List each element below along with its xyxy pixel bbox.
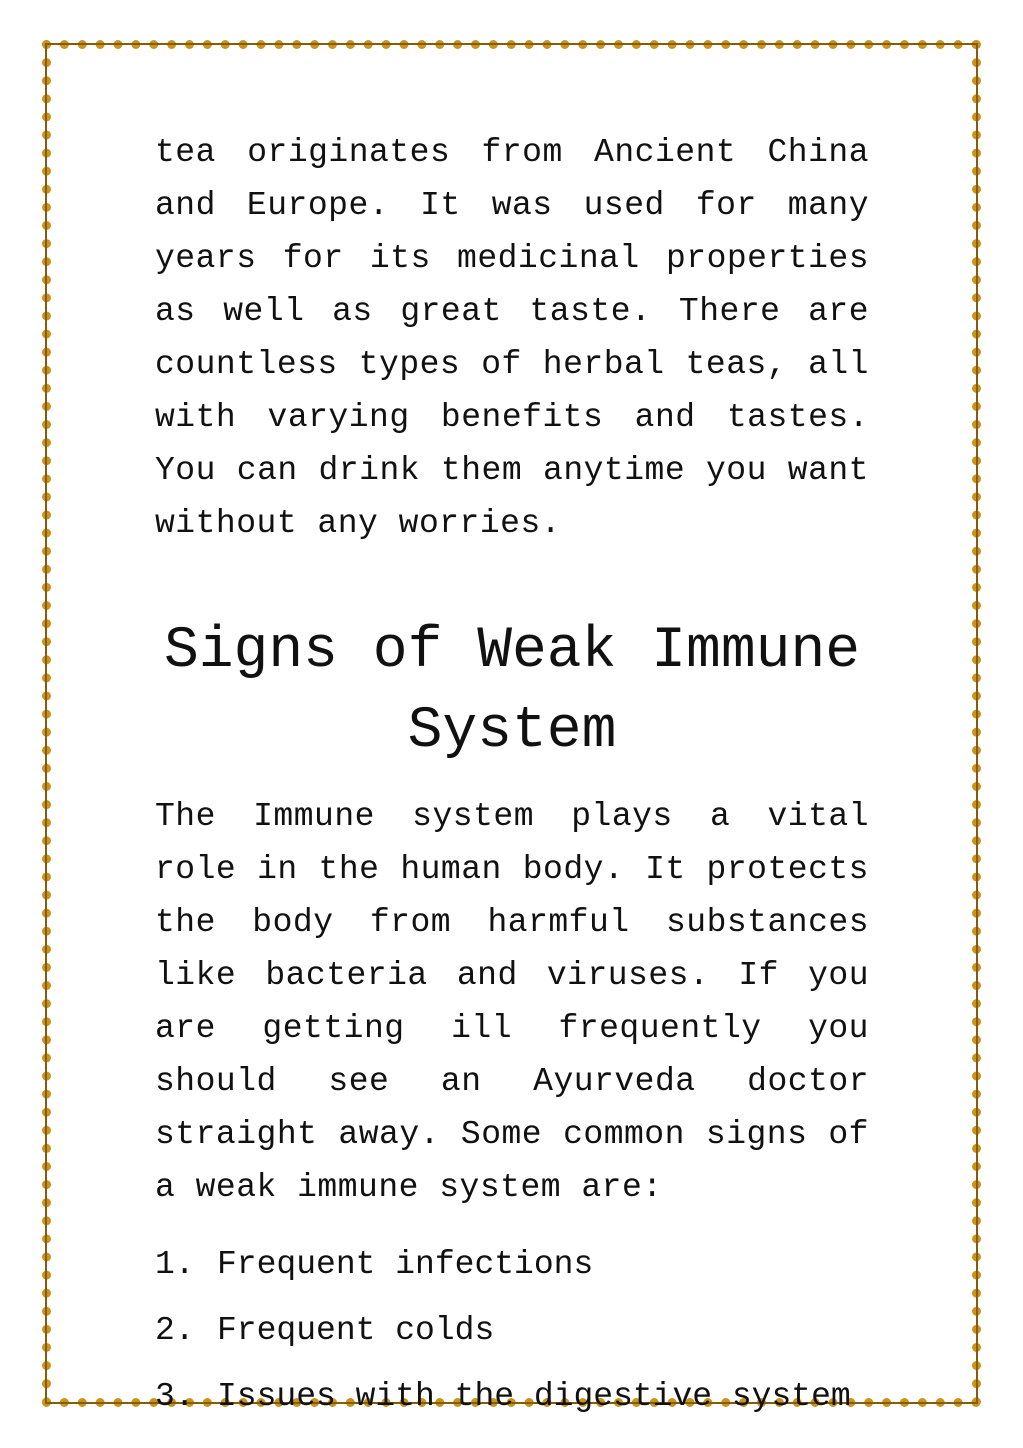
list-item	[155, 1232, 869, 1298]
list-item	[155, 1364, 869, 1430]
list-text: Frequent infections	[217, 1246, 594, 1283]
section-paragraph: The Immune system plays a vital role in the human body. It protects the body from harmful substances like bacteria and viruses. If you are getting ill frequently you should see an Ayurveda doctor straight away. Some common signs of a weak immune system are:	[155, 798, 869, 1206]
list-number: 2.	[155, 1312, 195, 1349]
signs-list	[155, 1232, 869, 1430]
intro-paragraph: tea originates from Ancient China and Europe. It was used for many years for its medicinal properties as well as great taste. There are countless types of herbal teas, all with varying benefits and tastes. You can drink them anytime you want without any worries.	[155, 134, 869, 542]
section-heading: Signs of Weak Immune System	[163, 619, 861, 764]
list-text: Issues with the digestive system	[217, 1378, 851, 1415]
document-body	[155, 126, 869, 1430]
list-item	[155, 1298, 869, 1364]
list-text: Frequent colds	[217, 1312, 495, 1349]
list-number: 1.	[155, 1246, 195, 1283]
list-number: 3.	[155, 1378, 195, 1415]
